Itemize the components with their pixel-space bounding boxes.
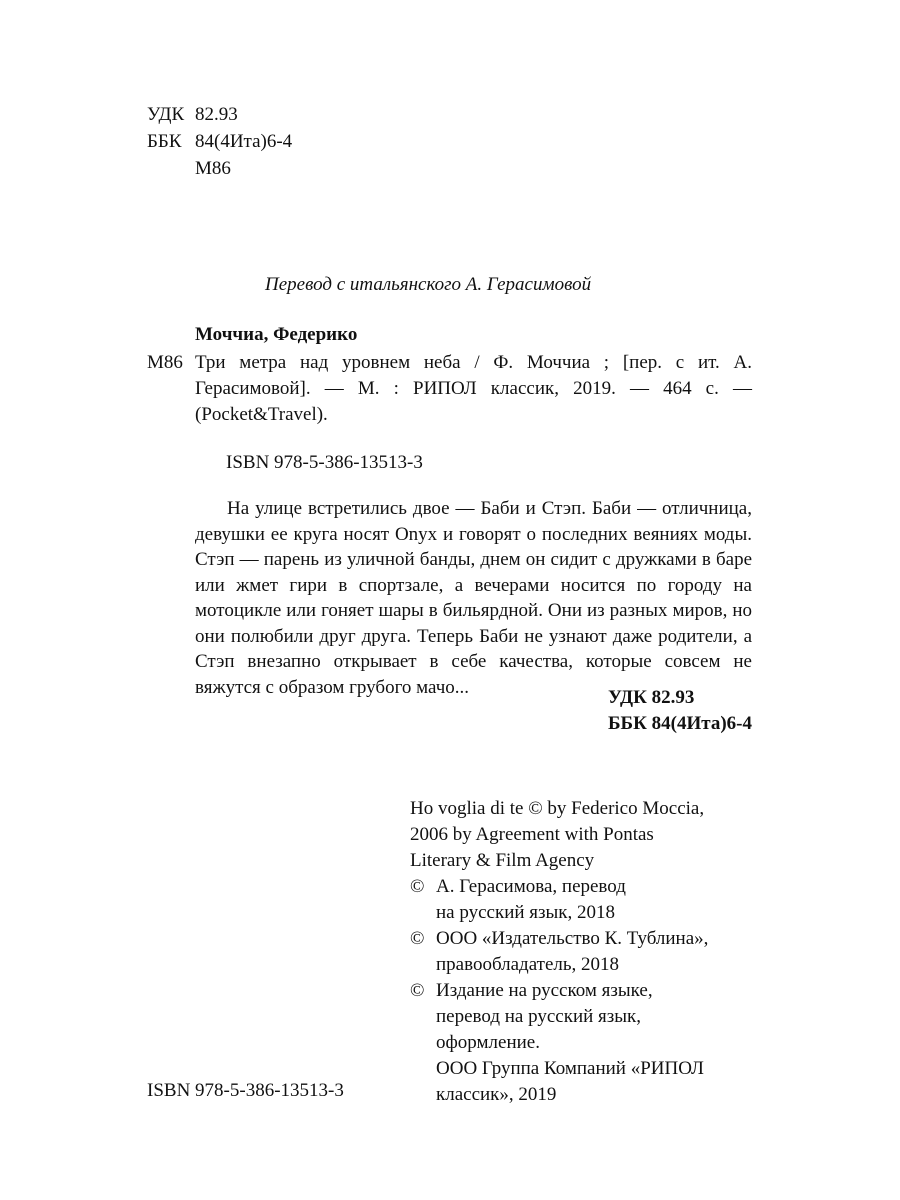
entry-description: Три метра над уровнем неба / Ф. Моччиа ; [пер. с ит. А. Герасимовой]. — М. : РИПОЛ классик, 2019. — 464 с. — (Pocket&Travel). [195,352,752,425]
copyright-symbol: © [410,876,425,897]
udk-value: 82.93 [195,104,238,125]
author-mark-value: М86 [195,158,231,179]
bbk-label: ББК [147,131,182,152]
udk-label: УДК [147,104,185,125]
entry-isbn: ISBN 978-5-386-13513-3 [226,452,423,473]
annotation-udk: УДК 82.93 [608,687,695,708]
copyright-original-line-3: Literary & Film Agency [410,850,595,871]
udk-row [147,102,238,128]
annotation-text: На улице встретились двое — Баби и Стэп. Баби — отличница, девушки ее круга носят Onyx и говорят о последних веяниях моды. Стэп — парень из уличной банды, днем он сидит с дружками в баре или жмет гири в спортзале, а вечерами носится по городу на мотоцикле или гоняет шары в бильярдной. Они из разных миров, но они полюбили друг друга. Теперь Баби не узнают даже родители, а Стэп внезапно открывает в себе качества, которые совсем не вяжутся с образом грубого мачо... [195,498,752,698]
bbk-row [147,129,292,155]
isbn-bottom: ISBN 978-5-386-13513-3 [147,1080,344,1101]
copyright-edition: © Издание на русском языке, перевод на русский язык, оформление. ООО Группа Компаний «РИПОЛ классик», 2019 [410,980,704,1105]
translator-credit: Перевод с итальянского А. Герасимовой [265,274,592,295]
entry-author-mark: М86 [147,352,183,373]
entry-author: Моччиа, Федерико [195,324,358,345]
annotation-bbk: ББК 84(4Ита)6-4 [608,713,752,734]
copyright-original-line-2: 2006 by Agreement with Pontas [410,824,654,845]
bbk-value: 84(4Ита)6-4 [195,131,293,152]
copyright-rightsholder: © ООО «Издательство К. Тублина», правообладатель, 2018 [410,928,709,975]
copyright-translation: © А. Герасимова, перевод на русский язык, 2018 [410,876,626,923]
copyright-block [410,796,770,1108]
copyright-original-line-1: Ho voglia di te © by Federico Moccia, [410,798,705,819]
copyright-symbol: © [410,928,425,949]
copyright-symbol: © [410,980,425,1001]
author-mark-row [147,156,231,182]
